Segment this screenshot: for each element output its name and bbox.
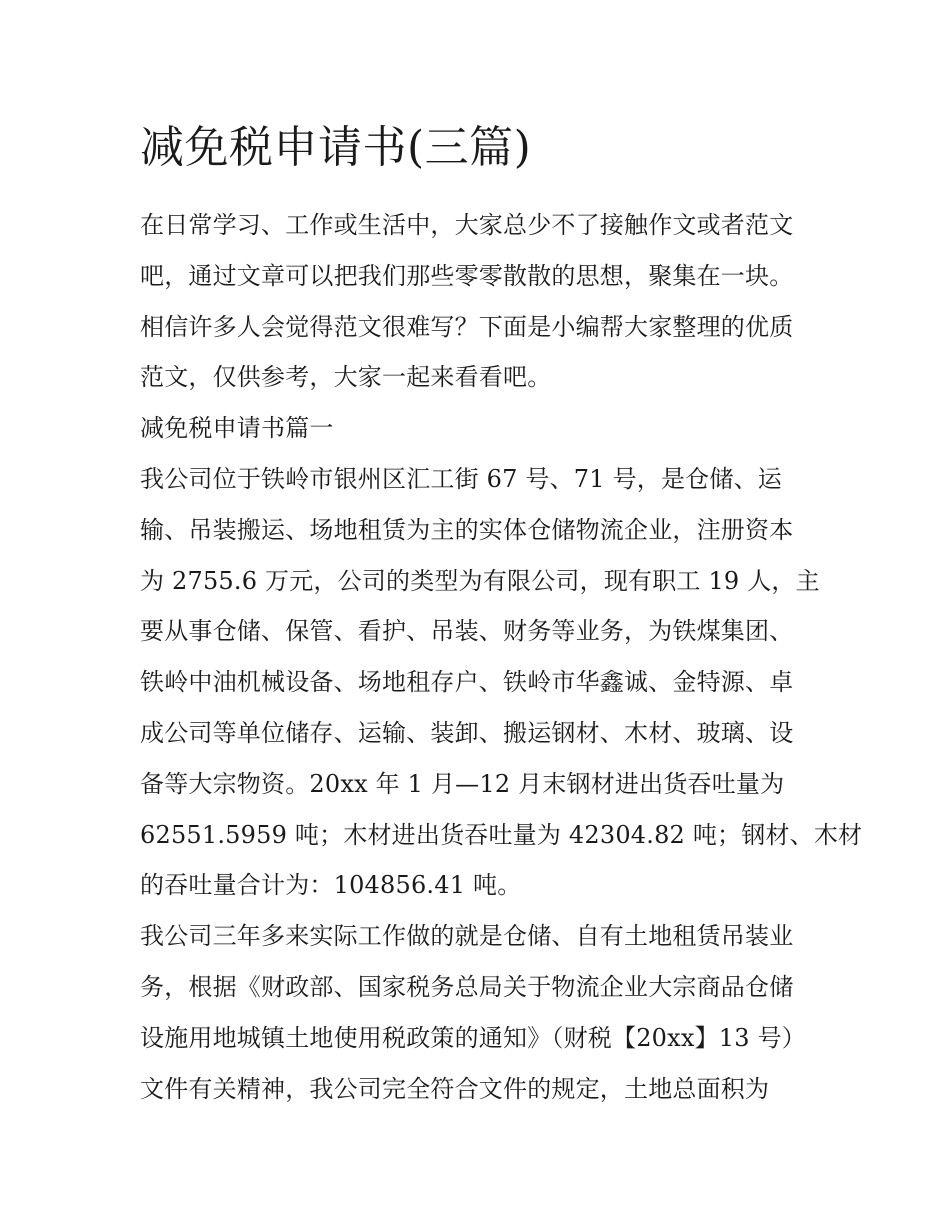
body-line: 铁岭中油机械设备、场地租存户、铁岭市华鑫诚、金特源、卓 bbox=[140, 668, 794, 697]
body-line: 备等大宗物资。20xx 年 1 月—12 月末钢材进出货吞吐量为 bbox=[140, 769, 785, 798]
document-title: 减免税申请书(三篇) bbox=[140, 122, 532, 173]
body-line: 我公司三年多来实际工作做的就是仓储、自有土地租赁吊装业 bbox=[140, 922, 794, 951]
body-line: 我公司位于铁岭市银州区汇工街 67 号、71 号，是仓储、运 bbox=[140, 464, 782, 493]
section-heading: 减免税申请书篇一 bbox=[140, 414, 334, 443]
body-line: 文件有关精神，我公司完全符合文件的规定，土地总面积为 bbox=[140, 1074, 770, 1103]
body-line: 范文，仅供参考，大家一起来看看吧。 bbox=[140, 363, 552, 392]
body-line: 设施用地城镇土地使用税政策的通知》（财税【20xx】13 号） bbox=[140, 1023, 806, 1052]
body-line: 相信许多人会觉得范文很难写？下面是小编帮大家整理的优质 bbox=[140, 312, 794, 341]
body-line: 吧，通过文章可以把我们那些零零散散的思想，聚集在一块。 bbox=[140, 261, 794, 290]
body-line: 为 2755.6 万元，公司的类型为有限公司，现有职工 19 人，主 bbox=[140, 566, 820, 595]
body-line: 输、吊装搬运、场地租赁为主的实体仓储物流企业，注册资本 bbox=[140, 515, 794, 544]
body-line: 在日常学习、工作或生活中，大家总少不了接触作文或者范文 bbox=[140, 211, 794, 239]
body-line: 要从事仓储、保管、看护、吊装、财务等业务，为铁煤集团、 bbox=[140, 617, 794, 646]
body-line: 的吞吐量合计为：104856.41 吨。 bbox=[140, 871, 522, 900]
body-line: 成公司等单位储存、运输、装卸、搬运钢材、木材、玻璃、设 bbox=[140, 718, 794, 747]
document-body bbox=[140, 200, 863, 1114]
body-line: 务，根据《财政部、国家税务总局关于物流企业大宗商品仓储 bbox=[140, 972, 794, 1001]
body-line: 62551.5959 吨；木材进出货吞吐量为 42304.82 吨；钢材、木材 bbox=[140, 820, 863, 849]
